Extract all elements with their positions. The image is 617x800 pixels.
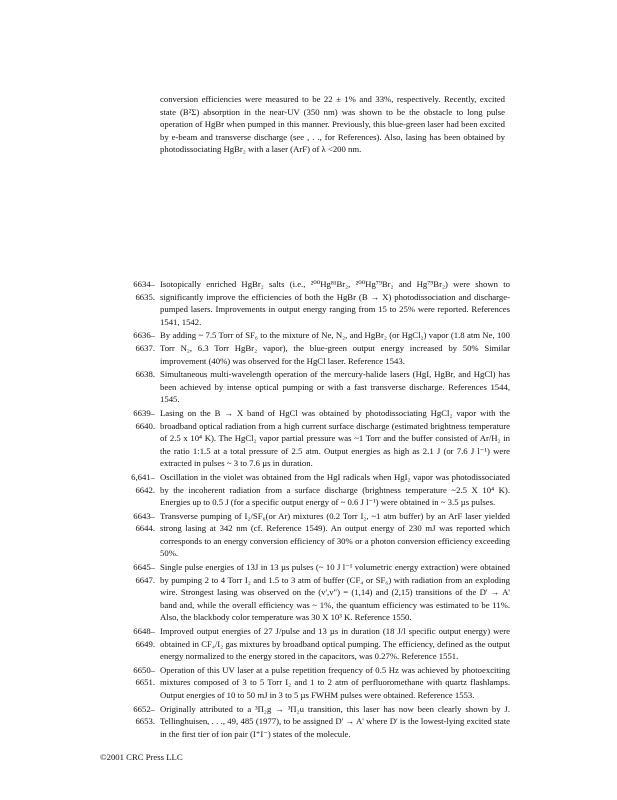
- entry-text: Transverse pumping of I₂/SF₆(or Ar) mixtures (0.2 Torr I₂, ~1 atm buffer) by an ArF laser yielded strong lasing at 342 nm (cf. Reference 1549). An output energy of 230 mJ was reported which corresponds to an energy conversion efficiency of 30% or a photon conversion efficiency exceeding 50%.: [160, 510, 510, 559]
- entry-list: [100, 278, 510, 741]
- entry-text: Isotopically enriched HgBr₂ salts (i.e., ²⁰⁰Hg⁸¹Br₂, ²⁰⁰Hg⁷⁹Br₂ and Hg⁷⁹Br₂) were shown to significantly improve the efficiencies of both the HgBr (B → X) photodissociation and discharge-pumped lasers. Improvements in output energy ranging from 15 to 25% were reported. References 1541, 1542.: [160, 279, 510, 327]
- entry-number-end: 6653.: [135, 716, 155, 727]
- entry-6634: [100, 278, 510, 328]
- entry-6639: [100, 407, 510, 470]
- entry-number-end: 6651.: [135, 677, 155, 688]
- entry-text: By adding ~ 7.5 Torr of SF₆ to the mixture of Ne, N₂, and HgBr₂ (or HgCl₂) vapor (1.8 atm Ne, 100 Torr N₂, 6.3 Torr HgBr₂ vapor), the blue-green output energy increased by 50% Similar improvement (40%) was observed for the HgCl laser. Reference 1543.: [160, 330, 510, 366]
- entry-6648: [100, 625, 510, 663]
- entry-number-start: 6650–: [133, 664, 155, 675]
- entry-number-start: 6638.: [135, 369, 155, 380]
- entry-number-start: 6,641–: [131, 471, 155, 482]
- entry-number-start: 6645–: [133, 562, 155, 573]
- entry-number-end: 6637.: [135, 342, 155, 353]
- entry-number-end: 6642.: [135, 484, 155, 495]
- entry-number-start: 6643–: [133, 510, 155, 521]
- entry-text: Improved output energies of 27 J/pulse and 13 µs in duration (18 J/l specific output energy) were obtained in CF₄/I₂ gas mixtures by broadband optical pumping. The efficiency, defined as the output energy normalized to the energy stored in the capacitors, was 0.27%. Reference 1551.: [160, 626, 510, 662]
- entry-number: [100, 407, 160, 470]
- entry-number-end: 6635.: [135, 291, 155, 302]
- entry-number: [100, 703, 160, 741]
- entry-6641: [100, 471, 510, 509]
- entry-text: Originally attributed to a ³Π₂g → ³Π₂u transition, this laser has now been clearly shown by J. Tellinghuisen, . . ., 49, 485 (1977), to be assigned D' → A' where D' is the lowest-lying excited state in the first tier of ion pair (I⁺I⁻) states of the molecule.: [160, 703, 510, 739]
- entry-6650: [100, 664, 510, 702]
- entry-number-start: 6648–: [133, 626, 155, 637]
- entry-number: [100, 329, 160, 367]
- entry-number-start: 6634–: [133, 279, 155, 289]
- entry-number-end: 6640.: [135, 420, 155, 431]
- entry-text: Oscillation in the violet was obtained from the HgI radicals when HgI₂ vapor was photodissociated by the incoherent radiation from a surface discharge (brightness temperature ~2.5 X 10⁴ K). Energies up to 0.5 J (for a specific output energy of ~ 0.6 J l⁻¹) were obtained in ~ 3.5 µs pulses.: [160, 471, 510, 508]
- entry-6643: [100, 510, 510, 560]
- copyright-footer: ©2001 CRC Press LLC: [100, 752, 183, 762]
- entry-number: [100, 664, 160, 702]
- entry-number-end: 6644.: [135, 523, 155, 534]
- entry-number: [100, 561, 160, 624]
- entry-number: [100, 625, 160, 663]
- entry-number: [100, 471, 160, 509]
- entry-6636: [100, 329, 510, 367]
- entry-number-start: 6652–: [133, 703, 155, 714]
- entry-text: Single pulse energies of 13J in 13 µs pulses (~ 10 J l⁻¹ volumetric energy extraction) were obtained by pumping 2 to 4 Torr I₂ and 1.5 to 3 atm of buffer (CF₄ or SF₆) with radiation from an exploding wire. Strongest lasing was observed on the (v',v") = (1,14) and (2,15) transitions of the D' → A' band and, while the overall efficiency was ~ 1%, the quantum efficiency was estimated to be 11%. Also, the blackbody color temperature was 30 X 10³ K. Reference 1550.: [160, 562, 510, 623]
- entry-text: Operation of this UV laser at a pulse repetition frequency of 0.5 Hz was achieved by photoexciting mixtures composed of 3 to 5 Torr I₂ and 1 to 2 atm of perfluoromethane with quartz flashlamps. Output energies of 10 to 50 mJ in 3 to 5 µs FWHM pulses were obtained. Reference 1553.: [160, 664, 510, 700]
- entry-6645: [100, 561, 510, 624]
- entry-text: Simultaneous multi-wavelength operation of the mercury-halide lasers (HgI, HgBr, and HgCl) has been achieved by intense optical pumping or with a fast transverse discharge. References 1544, 1545.: [160, 369, 510, 405]
- entry-text: Lasing on the B → X band of HgCl was obtained by photodissociating HgCl₂ vapor with the broadband optical radiation from a high current surface discharge (estimated brightness temperature of 2.5 x 10⁴ K). The HgCl₂ vapor partial pressure was ~1 Torr and the buffer consisted of Ar/H₂ in the ratio 1:1.5 at a total pressure of 2.5 atm. Output energies as high as 2.1 J (or 7.6 J l⁻¹) were extracted in pulses ~ 3 to 7.6 µs in duration.: [160, 407, 510, 469]
- entry-6652: [100, 703, 510, 741]
- intro-paragraph: conversion efficiencies were measured to be 22 ± 1% and 33%, respectively. Recently, excited state (B²Σ) absorption in the near-UV (350 nm) was shown to be the obstacle to long pulse operation of HgBr when pumped in this manner. Previously, this blue-green laser had been excited by e-beam and transverse discharge (see , . ., for References). Also, lasing has been obtained by photodissociating HgBr₂ with a laser (ArF) of λ <200 nm.: [160, 94, 505, 155]
- entry-number: [100, 368, 160, 406]
- entry-number: [100, 510, 160, 560]
- entry-number-start: 6639–: [133, 407, 155, 418]
- entry-6638: [100, 368, 510, 406]
- entry-number-end: 6649.: [135, 638, 155, 649]
- entry-number: [100, 278, 160, 328]
- entry-number-start: 6636–: [133, 330, 155, 341]
- entry-number-end: 6647.: [135, 574, 155, 585]
